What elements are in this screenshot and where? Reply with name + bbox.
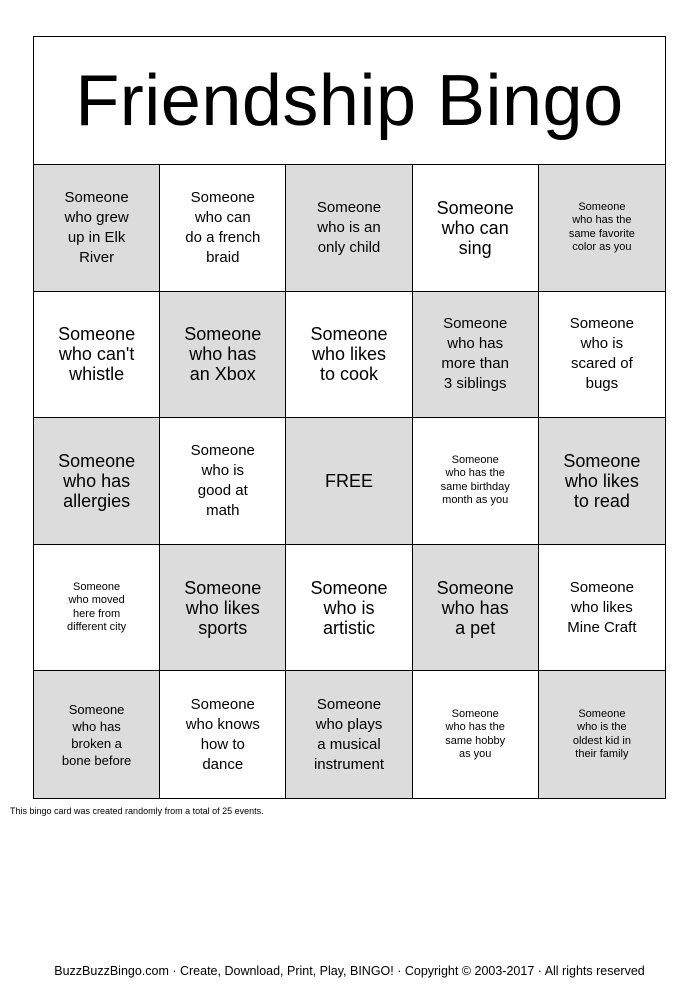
bingo-cell: Someone who has an Xbox	[160, 292, 286, 419]
bingo-cell: Someone who likes to read	[539, 418, 665, 545]
bingo-cell: Someone who has the same hobby as you	[413, 671, 539, 798]
bingo-cell: Someone who can't whistle	[34, 292, 160, 419]
bingo-cell: Someone who has the same favorite color as you	[539, 165, 665, 292]
bingo-cell: Someone who can sing	[413, 165, 539, 292]
bingo-cell: Someone who has broken a bone before	[34, 671, 160, 798]
bingo-cell: Someone who likes sports	[160, 545, 286, 672]
bingo-cell: Someone who can do a french braid	[160, 165, 286, 292]
bingo-cell: Someone who is artistic	[286, 545, 412, 672]
bingo-cell: Someone who is scared of bugs	[539, 292, 665, 419]
card-title: Friendship Bingo	[34, 37, 665, 165]
bingo-cell: Someone who knows how to dance	[160, 671, 286, 798]
footer-text: BuzzBuzzBingo.com · Create, Download, Print, Play, BINGO! · Copyright © 2003-2017 · All rights reserved	[54, 964, 645, 978]
bingo-cell: Someone who grew up in Elk River	[34, 165, 160, 292]
bingo-cell: Someone who has allergies	[34, 418, 160, 545]
creation-note: This bingo card was created randomly from a total of 25 events.	[10, 806, 264, 816]
bingo-cell: Someone who has the same birthday month as you	[413, 418, 539, 545]
bingo-cell: Someone who is the oldest kid in their family	[539, 671, 665, 798]
bingo-cell: Someone who moved here from different city	[34, 545, 160, 672]
bingo-cell: Someone who has a pet	[413, 545, 539, 672]
bingo-cell: Someone who plays a musical instrument	[286, 671, 412, 798]
bingo-cell: Someone who is an only child	[286, 165, 412, 292]
bingo-cell: Someone who has more than 3 siblings	[413, 292, 539, 419]
bingo-grid	[34, 165, 665, 798]
bingo-cell: Someone who likes to cook	[286, 292, 412, 419]
bingo-cell: Someone who is good at math	[160, 418, 286, 545]
bingo-cell: Someone who likes Mine Craft	[539, 545, 665, 672]
bingo-card	[33, 36, 666, 799]
free-space-cell: FREE	[286, 418, 412, 545]
